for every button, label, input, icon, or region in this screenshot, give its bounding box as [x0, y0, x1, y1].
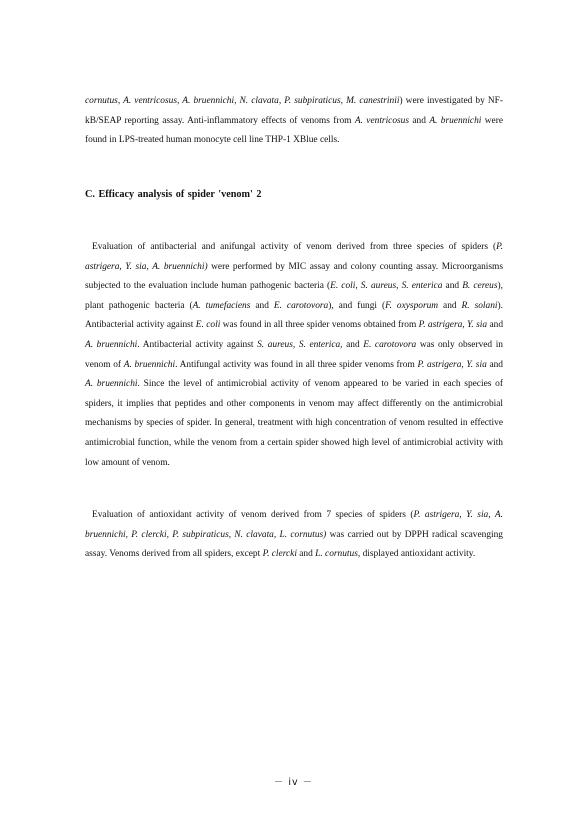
text-run: and	[487, 320, 504, 331]
text-run: and	[442, 281, 463, 292]
italic-term: P. astrigera, Y. sia, A. bruennichi, P. clercki, P. subpiraticus, N. clavata, L. cornutus)	[85, 510, 503, 540]
paragraph-antimicrobial	[85, 238, 503, 473]
italic-term: L. cornutus	[315, 549, 358, 560]
italic-term: A. bruennichi	[85, 379, 138, 390]
text-run: . Since the level of antimicrobial activity of venom appeared to be varied in each species of spiders, it implies that peptides and other components in venom may affect differently on the antimicrobial mechanisms by species of spider. In general, treatment with high concentration of venom resulted in effective antimicrobial function, while the venom from a certain spider showed high level of antimicrobial activity with low amount of venom.	[85, 379, 503, 468]
italic-term: B. cereus	[462, 281, 498, 292]
text-run: and	[296, 549, 316, 560]
italic-term: A. ventricosus	[354, 115, 410, 126]
text-run: , displayed antioxidant activity.	[357, 549, 476, 560]
italic-term: F. oxysporum	[385, 300, 439, 311]
text-run: were found in LPS-treated human monocyte cell line THP-1 XBlue cells.	[85, 115, 503, 146]
italic-term: P. astrigera, Y. sia, A. bruennichi)	[85, 242, 503, 272]
section-heading: C. Efficacy analysis of spider 'venom' 2	[85, 189, 262, 200]
italic-term: E. carotovora	[363, 339, 417, 350]
text-run: and	[438, 300, 462, 311]
text-run: and	[409, 115, 430, 126]
italic-term: A. tumefaciens	[192, 300, 251, 311]
italic-term: A. bruennichi	[429, 115, 482, 126]
text-run: was carried out by DPPH radical scavenging assay. Venoms derived from all spiders, except	[85, 529, 503, 560]
text-run: ). Antibacterial activity against	[85, 300, 503, 331]
text-run: ), plant pathogenic bacteria (	[85, 281, 503, 311]
text-run: . Antibacterial activity against	[137, 339, 258, 350]
italic-term: R. solani	[461, 300, 498, 311]
italic-term: P. astrigera, Y. sia	[417, 359, 487, 370]
page-number: － iv －	[273, 777, 314, 788]
text-run: Evaluation of antibacterial and anifungal activity of venom derived from three species of spiders (	[92, 242, 497, 252]
italic-term: cornutus, A. ventricosus, A. bruennichi, N. clavata, P. subpiraticus, M. canestrinii	[85, 96, 400, 106]
paragraph-antioxidant	[85, 506, 503, 565]
text-run: was only observed in venom of	[85, 339, 503, 370]
text-run: were performed by MIC assay and colony counting assay. Microorganisms subjected to the evaluation include human pathogenic bacteria (	[85, 261, 503, 292]
text-run: and	[486, 359, 503, 370]
italic-term: P. clercki	[262, 549, 297, 560]
italic-term: E. coli, S. aureus, S. enterica	[330, 281, 443, 292]
text-run: Evaluation of antioxidant activity of venom derived from 7 species of spiders (	[92, 510, 414, 520]
italic-term: A. bruennichi	[123, 359, 176, 370]
text-run: . Antifungal activity was found in all three spider venoms from	[175, 359, 418, 370]
text-run: ) were investigated by NF-kB/SEAP reporting assay. Anti-inflammatory effects of venoms from	[85, 96, 504, 126]
italic-term: S. aureus, S. enterica,	[257, 339, 343, 350]
italic-term: A. bruennichi	[85, 339, 138, 350]
italic-term: E. carotovora	[273, 300, 329, 311]
paragraph-nfkb-assay	[85, 92, 503, 151]
text-run: ), and fungi (	[328, 300, 386, 311]
text-run: and	[250, 300, 274, 311]
text-run: and	[342, 339, 364, 350]
text-run: was found in all three spider venoms obtained from	[220, 320, 419, 331]
italic-term: P. astrigera, Y. sia	[418, 320, 488, 331]
italic-term: E. coli	[195, 320, 221, 331]
